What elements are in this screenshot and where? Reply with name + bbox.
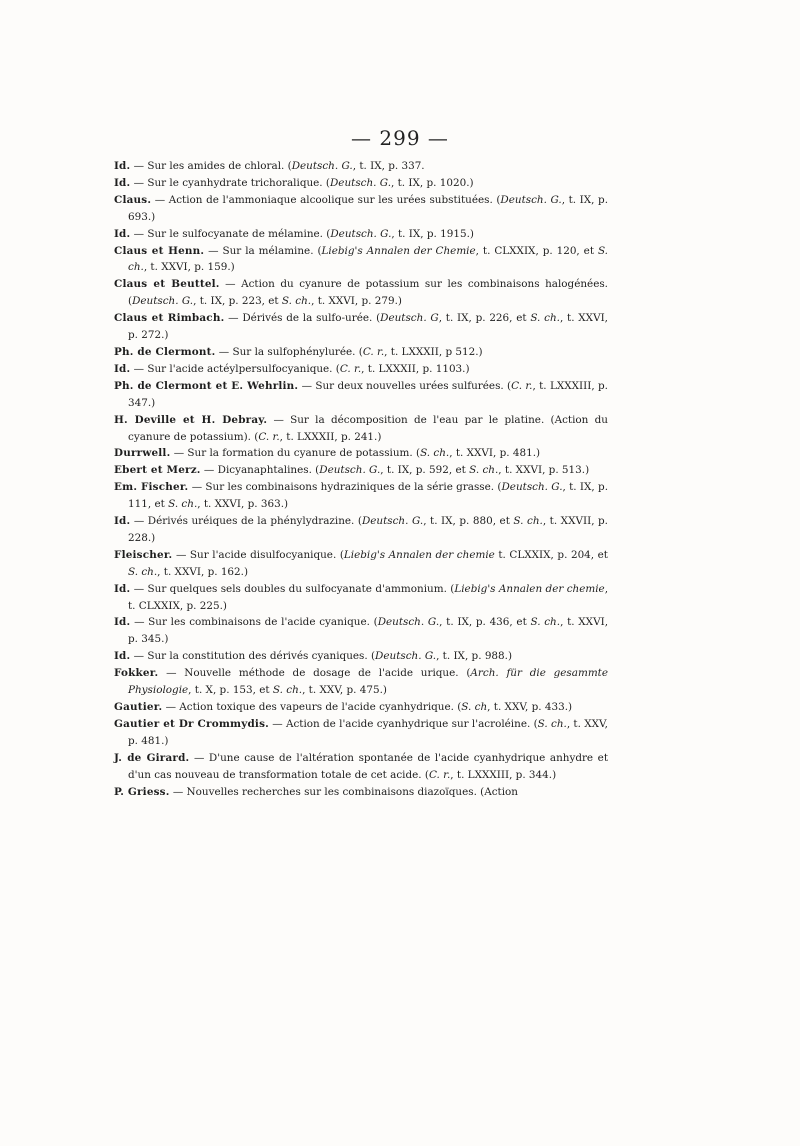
entry-text: — Sur le sulfocyanate de mélamine. ( [130,227,331,240]
journal-reference: Deutsch. G. [329,176,391,189]
entry-author: Id. [114,160,131,172]
bibliography-entry [114,665,608,699]
entry-text: , t. IX, p. 436, et [439,616,531,629]
bibliography-entry [114,310,608,344]
entry-text: — Sur deux nouvelles urées sulfurées. ( [298,379,512,392]
journal-reference: Deutsch. G. [330,227,392,240]
entry-text: , t. IX, p. 1915.) [391,227,474,240]
bibliography-entry [114,750,608,784]
journal-reference: S. ch. [128,244,608,274]
entry-author: Durrwell. [114,447,171,460]
bibliography-entry [114,226,608,243]
entry-author: Id. [114,616,131,629]
journal-reference: C. r. [362,345,385,358]
bibliography-entry [114,276,608,310]
journal-reference: Liebig's Annalen der chemie [343,548,495,561]
entry-text: , t. LXXXIII, p. 344.) [450,768,557,781]
bibliography-entry [114,581,608,615]
journal-reference: Arch. für die gesammte Physiologie [128,667,608,697]
entry-text: , t. XXV, p. 433.) [487,701,573,713]
entry-text: — Dérivés de la sulfo-urée. ( [224,312,381,325]
entry-text: , t. XXV, p. 475.) [302,684,387,697]
journal-reference: S. ch. [128,565,158,578]
entry-text: , t. LXXXII, p. 241.) [279,430,382,443]
entry-author: Claus et Beuttel. [114,278,220,291]
journal-reference: S. ch. [513,515,543,528]
journal-reference: Deutsch. G. [319,464,381,477]
bibliography-entry [114,648,608,665]
journal-reference: Deutsch. G. [375,650,437,663]
entry-text: — Sur quelques sels doubles du sulfocyanate d'ammonium. ( [130,582,455,595]
journal-reference: C. r. [258,430,280,443]
entry-text: — Action du cyanure de potassium sur les combinaisons halogénées. ( [128,278,608,308]
bibliography-entry [114,175,608,192]
entry-text: — Nouvelles recherches sur les combinaisons diazoïques. (Action [169,785,518,798]
entry-text: , t. IX, p. 223, et [193,295,282,308]
bibliography-entry [114,547,608,581]
entry-text: — Action toxique des vapeurs de l'acide cyanhydrique. ( [162,701,462,713]
entry-text: — Sur les combinaisons hydraziniques de la série grasse. ( [188,481,502,494]
entry-text: , t. XXVI, p. 162.) [157,565,249,578]
journal-reference: C. r. [339,362,362,375]
journal-reference: S. ch. [537,717,567,730]
entry-author: Gautier et Dr Crommydis. [114,717,269,730]
entry-author: Ebert et Merz. [114,464,201,477]
entry-author: Fokker. [114,667,159,680]
journal-reference: C. r. [428,768,451,781]
journal-reference: Deutsch. G. [501,481,563,494]
bibliography-entry [114,462,608,479]
bibliography-entry [114,699,608,716]
journal-reference: S. ch. [469,464,499,477]
entry-text: , t. LXXXII, p 512.) [384,345,483,358]
bibliography-entry [114,513,608,547]
entry-text: , t. X, p. 153, et [188,684,273,697]
journal-reference: S. ch. [420,447,450,460]
bibliography-entry [114,344,608,361]
journal-reference: S. ch. [272,684,303,697]
entry-text: — Sur la constitution des dérivés cyaniques. ( [130,650,376,663]
bibliography-entry [114,784,608,801]
page-number: — 299 — [351,126,449,150]
journal-reference: Deutsch. G. [500,193,562,206]
entry-author: Gautier. [114,701,163,713]
entry-text: — Sur l'acide disulfocyanique. ( [172,548,344,561]
entry-text: — Nouvelle méthode de dosage de l'acide urique. ( [158,667,471,680]
entry-author: Claus et Henn. [114,244,205,257]
entry-text: , t. IX, p. 337. [352,160,425,172]
entry-text: , t. IX, p. 111, et [128,481,609,511]
entry-text: , t. IX, p. 880, et [423,515,514,528]
entry-author: Id. [114,362,131,375]
entry-author: Ph. de Clermont et E. Wehrlin. [114,379,299,392]
entry-text: — Sur les combinaisons de l'acide cyanique. ( [130,616,378,629]
entry-text: — Sur le cyanhydrate trichoralique. ( [130,176,330,189]
entry-text: — Sur la sulfophénylurée. ( [215,345,363,358]
entry-text: , t. CLXXIX, p. 225.) [128,582,608,612]
entry-text: , t. XXVI, p. 159.) [143,261,235,274]
entry-author: P. Griess. [114,785,170,798]
journal-reference: S. ch. [530,312,560,325]
entry-text: , t. LXXXIII, p. 347.) [128,379,608,409]
journal-reference: Liebig's Annalen der chemie [454,582,605,595]
entry-text: — Dicyanaphtalines. ( [200,464,320,477]
entry-text: , t. IX, p. 592, et [380,464,470,477]
entry-author: Id. [114,582,131,595]
bibliography-list [114,158,608,800]
bibliography-entry [114,716,608,750]
entry-text: , t. IX, p. 1020.) [391,176,474,189]
entry-text: — Dérivés uréiques de la phénylydrazine. ( [130,515,362,528]
entry-author: H. Deville et H. Debray. [114,413,268,426]
entry-text: — Action de l'ammoniaque alcoolique sur les urées substituées. ( [151,193,501,206]
bibliography-entry [114,412,608,446]
entry-text: , t. XXVI, p. 279.) [311,295,402,308]
entry-text: — Action de l'acide cyanhydrique sur l'acroléine. ( [268,717,538,730]
entry-text: , t. IX, p. 693.) [128,193,608,223]
entry-text: , t. XXVI, p. 513.) [498,464,590,477]
entry-text: — Sur la décomposition de l'eau par le platine. (Action du cyanure de potassium). ( [128,413,608,443]
entry-author: Id. [114,650,131,663]
journal-reference: S. ch. [530,616,561,629]
journal-reference: Deutsch. G. [377,616,440,629]
entry-author: Claus et Rimbach. [114,312,225,325]
entry-text: , t. XXVII, p. 228.) [128,515,608,544]
journal-reference: Deutsch. G. [291,160,353,172]
journal-reference: Deutsch. G [380,312,439,325]
bibliography-entry [114,243,608,277]
journal-reference: S. ch [461,701,488,713]
entry-text: , t. IX, p. 988.) [436,650,513,663]
bibliography-entry [114,614,608,648]
entry-author: Fleischer. [114,548,173,561]
entry-author: J. de Girard. [114,751,190,764]
bibliography-entry [114,192,608,226]
journal-reference: Deutsch. G. [361,515,424,528]
entry-text: , t. XXVI, p. 481.) [449,447,541,460]
entry-author: Claus. [114,193,152,206]
entry-text: , t. CLXXIX, p. 120, et [475,244,598,257]
entry-author: Id. [114,227,131,240]
journal-reference: S. ch. [281,295,312,308]
entry-text: , t. XXVI, p. 272.) [128,312,608,342]
bibliography-entry [114,378,608,412]
journal-reference: Liebig's Annalen der Chemie [321,244,476,257]
entry-text: , t. IX, p. 226, et [438,312,531,325]
entry-text: t. CLXXIX, p. 204, et [494,548,608,561]
entry-text: — Sur la formation du cyanure de potassium. ( [170,447,421,460]
entry-text: — D'une cause de l'altération spontanée de l'acide cyanhydrique anhydre et d'un cas nouveau de transformation totale de cet acide. ( [128,751,608,781]
entry-author: Id. [114,176,131,189]
entry-text: , t. XXVI, p. 345.) [128,616,608,646]
entry-text: — Sur la mélamine. ( [204,244,322,257]
bibliography-entry [114,158,608,175]
journal-reference: S. ch. [168,498,198,511]
journal-reference: C. r. [511,379,533,392]
entry-text: , t. XXVI, p. 363.) [197,498,289,511]
entry-text: , t. LXXXII, p. 1103.) [361,362,470,375]
bibliography-entry [114,479,608,513]
entry-author: Ph. de Clermont. [114,345,216,358]
entry-author: Em. Fischer. [114,481,189,494]
entry-text: — Sur l'acide actéylpersulfocyanique. ( [130,362,340,375]
bibliography-entry [114,445,608,462]
entry-author: Id. [114,515,131,528]
entry-text: — Sur les amides de chloral. ( [130,160,292,172]
entry-text: , t. XXV, p. 481.) [128,717,608,747]
journal-reference: Deutsch. G. [132,295,194,308]
bibliography-entry [114,361,608,378]
